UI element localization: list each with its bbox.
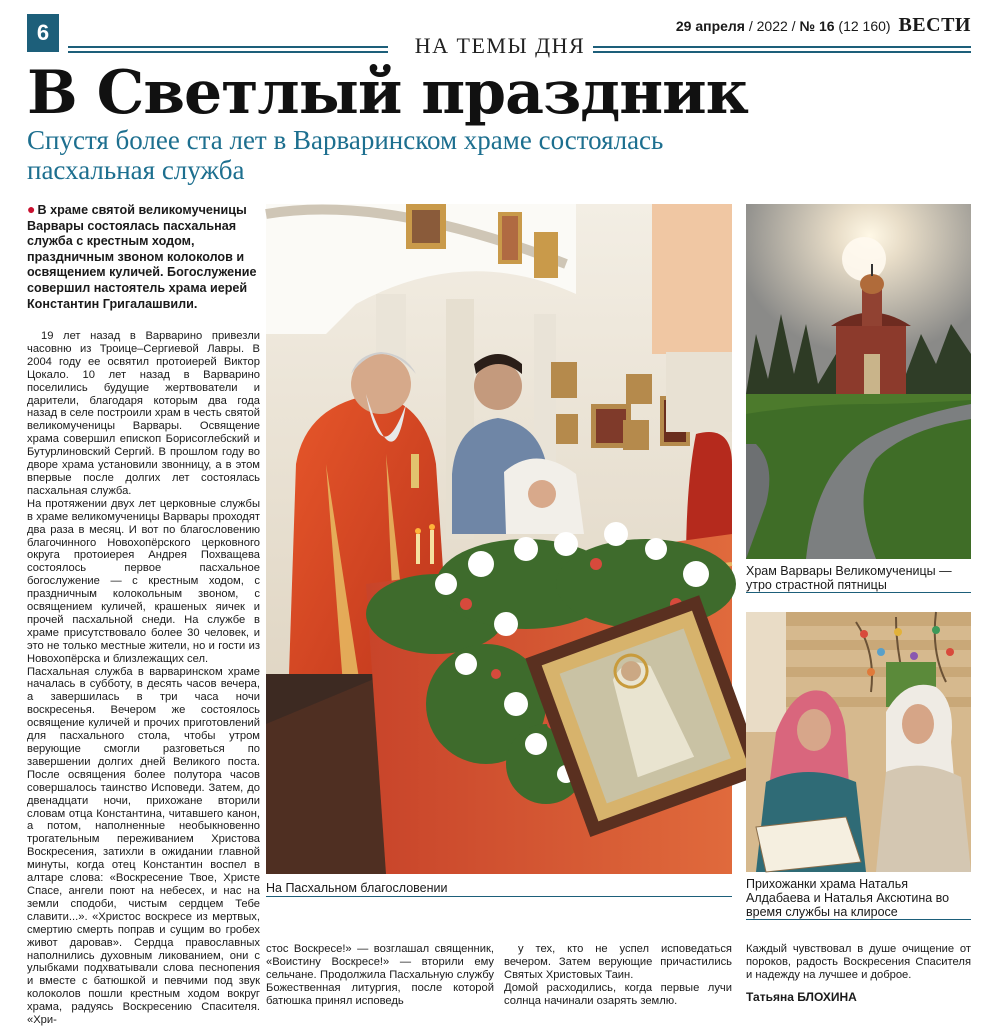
choir-caption-rule: [746, 919, 971, 920]
choir-photo-caption: Прихожанки храма Наталья Алдабаева и Наталья Аксютина во время службы на клиросе: [746, 877, 950, 919]
church-photo: [746, 204, 971, 559]
choir-photo: [746, 612, 971, 872]
rubric-rule-right: [593, 46, 971, 53]
section-rubric: НА ТЕМЫ ДНЯ: [414, 33, 586, 58]
issue-date: 29 апреля: [675, 18, 745, 34]
parishioners-image: [746, 612, 971, 872]
body-text-3: у тех, кто не успел исповедаться вечером. Затем верующие причастились Святых Христовых Таин. Домой расходились, когда первые лучи солнца начинали озарять землю.: [504, 943, 732, 1007]
body-column-3: [504, 943, 732, 1008]
body-column-4: [746, 943, 971, 982]
issue-dateline: [676, 14, 971, 37]
issue-year: / 2022 /: [748, 18, 796, 34]
article-subtitle: Спустя более ста лет в Варваринском храме состоялась пасхальная служба: [27, 125, 664, 185]
newspaper-brand: ВЕСТИ: [898, 14, 971, 36]
article-title: В Светлый праздник: [27, 58, 749, 128]
church-morning-image: [746, 204, 971, 559]
lead-text: В храме святой великомученицы Варвары состоялась пасхальная служба с крестным ходом, праздничным звоном колоколов и освящением куличей. Богослужение совершил настоятель храма иерей Константин Григалашвили.: [27, 203, 257, 311]
rubric-rule-left: [68, 46, 388, 53]
main-photo: [266, 204, 732, 874]
body-text-4: Каждый чувствовал в душе очищение от пороков, радость Воскресения Спасителя и надежду на лучшее и доброе.: [746, 943, 971, 981]
body-column-1: [27, 330, 260, 1027]
bullet-icon: ●: [27, 201, 36, 217]
body-text-2: стос Воскресе!» — возглашал священник, «Воистину Воскресе!» — вторили ему сельчане. Продолжила Пасхальную службу Божественная литургия, после которой батюшка принял исповедь: [266, 943, 494, 1007]
article-lead: [27, 202, 260, 312]
priest-blessing-image: [266, 204, 732, 874]
body-text-1: 19 лет назад в Варварино привезли часовню из Троице–Сергиевой Лавры. В 2004 году ее освятил протоиерей Виктор Цокало. 10 лет назад в Варварино поселились будущие жертвователи и дарители, благодаря которым два года назад в селе построили храм в честь святой великомученицы Варвары. Освящение храма совершил епископ Борисоглебский и Бутурлиновский Сергий. В прошлом году во дворе храма установили звонницу, а в этом впервые после долгих лет состоялась пасхальная служба. На протяжении двух лет церковные службы в храме великомученицы Варвары проходят два раза в месяц. И вот по благословению благочинного Новохопёрского церковного округа протоиерея Андрея Похващева состоялось первое пасхальное богослужение — с крестным ходом, с праздничным колокольным звоном, с освящением куличей, крашеных яичек и прочей пасхальной снеди. На службе в храме присутствовало более 30 человек, и это не только местные жители, но и гости из Новохопёрска и близлежащих сел. Пасхальная служба в варваринском храме началась в субботу, в десять часов вечера, а завершилась в три часа ночи воскресенья. Вечером же состоялось освящение куличей и прочих приготовлений для пасхального стола, чтобы утром верующие смогли разговеться по завершении долгих дней Великого поста. После освящения более полутора часов совершалось таинство Исповеди. Затем, до двенадцати ночи, прихожане вторили словам отца Константина, читавшего канон, а потом, наполненные необыкновенно трогательным переживанием Христова Воскресения, затихли в ожидании главной минуты, когда отец Константин воспел в алтаре слова: «Воскресение Твое, Христе Спасе, ангели поют на небесех, и нас на земли сподоби, чистым сердцем Тебе славити...». «Христос воскресе из мертвых, смертию смерть поправ и сущим во гробех живот даровав». Сердца православных наполнились духовным ликованием, они с улыбками подхватывали слова песнопения и вместе с батюшкой и певчими под звук колоколов пошли крестным ходом вокруг храма, радуясь Воскресению Спасителя. «Хри-: [27, 330, 260, 1027]
page-number: 6: [27, 14, 59, 52]
main-caption-rule: [266, 896, 732, 897]
article-author: Татьяна БЛОХИНА: [746, 990, 857, 1004]
issue-total: (12 160): [838, 18, 891, 34]
issue-number: № 16: [799, 18, 835, 34]
main-photo-caption: На Пасхальном благословении: [266, 881, 448, 895]
body-column-2: [266, 943, 494, 1008]
church-photo-caption: Храм Варвары Великомученицы — утро страстной пятницы: [746, 564, 952, 592]
church-caption-rule: [746, 592, 971, 593]
